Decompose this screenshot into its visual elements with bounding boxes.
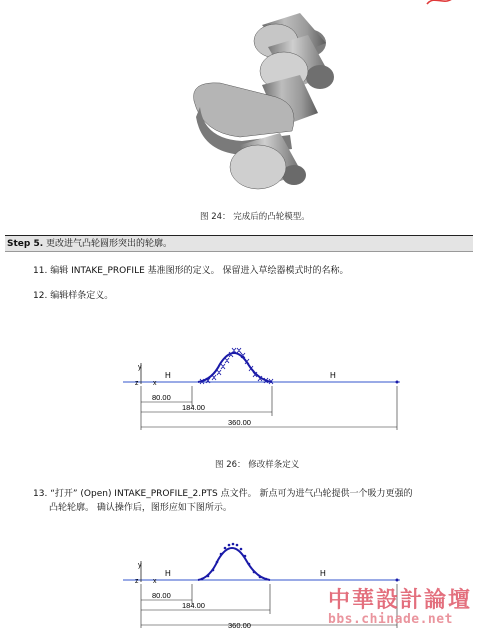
dim-184: 184.00 [182, 601, 205, 610]
h-constraint-left: H [165, 569, 171, 578]
item-12 [33, 289, 113, 303]
z-axis-label: z [135, 380, 139, 387]
x-axis-label: x [153, 578, 157, 585]
end-point [396, 579, 399, 582]
item-12-number: 12. [33, 291, 48, 301]
step-5-label: Step 5. [7, 239, 44, 249]
step-5-heading [5, 235, 473, 252]
item-12-text: 编辑样条定义。 [50, 291, 114, 301]
dim-184: 184.00 [182, 403, 205, 412]
h-constraint-right: H [330, 371, 336, 380]
watermark-title: 中華設計論壇 [328, 587, 473, 613]
corner-logo-mark [421, 0, 461, 8]
item-13-line-2: 凸轮轮廓。 确认操作后，图形应如下图所示。 [49, 503, 232, 513]
dim-80: 80.00 [152, 591, 171, 600]
item-13-line-1: “打开” (Open) INTAKE_PROFILE_2.PTS 点文件。 新点可为进气凸轮提供一个吸力更强的 [50, 489, 413, 499]
step-5-text: 更改进气凸轮圆形突出的轮廓。 [46, 239, 173, 249]
item-11 [33, 264, 349, 278]
spline-sketch-1 [120, 330, 410, 440]
end-point [396, 381, 399, 384]
item-13-number: 13. [33, 489, 48, 499]
z-axis-label: z [135, 578, 139, 585]
y-axis-label: y [138, 562, 142, 569]
item-11-text: 编辑 INTAKE_PROFILE 基准图形的定义。 保留进入草绘器模式时的名称。 [50, 266, 349, 276]
dim-360: 360.00 [228, 621, 251, 630]
dim-80: 80.00 [152, 393, 171, 402]
x-axis-label: x [153, 380, 157, 387]
watermark-url: bbs.chinade.net [328, 612, 453, 627]
figure-26-caption: 图 26： 修改样条定义 [215, 460, 300, 470]
h-constraint-left: H [165, 371, 171, 380]
figure-24-caption: 图 24： 完成后的凸轮模型。 [200, 212, 310, 222]
camshaft-3d-image [180, 5, 350, 205]
item-13 [33, 487, 473, 515]
h-constraint-right: H [320, 569, 326, 578]
y-axis-label: y [138, 364, 142, 371]
dim-360: 360.00 [228, 418, 251, 427]
item-11-number: 11. [33, 266, 48, 276]
dimension-lines [141, 386, 397, 430]
